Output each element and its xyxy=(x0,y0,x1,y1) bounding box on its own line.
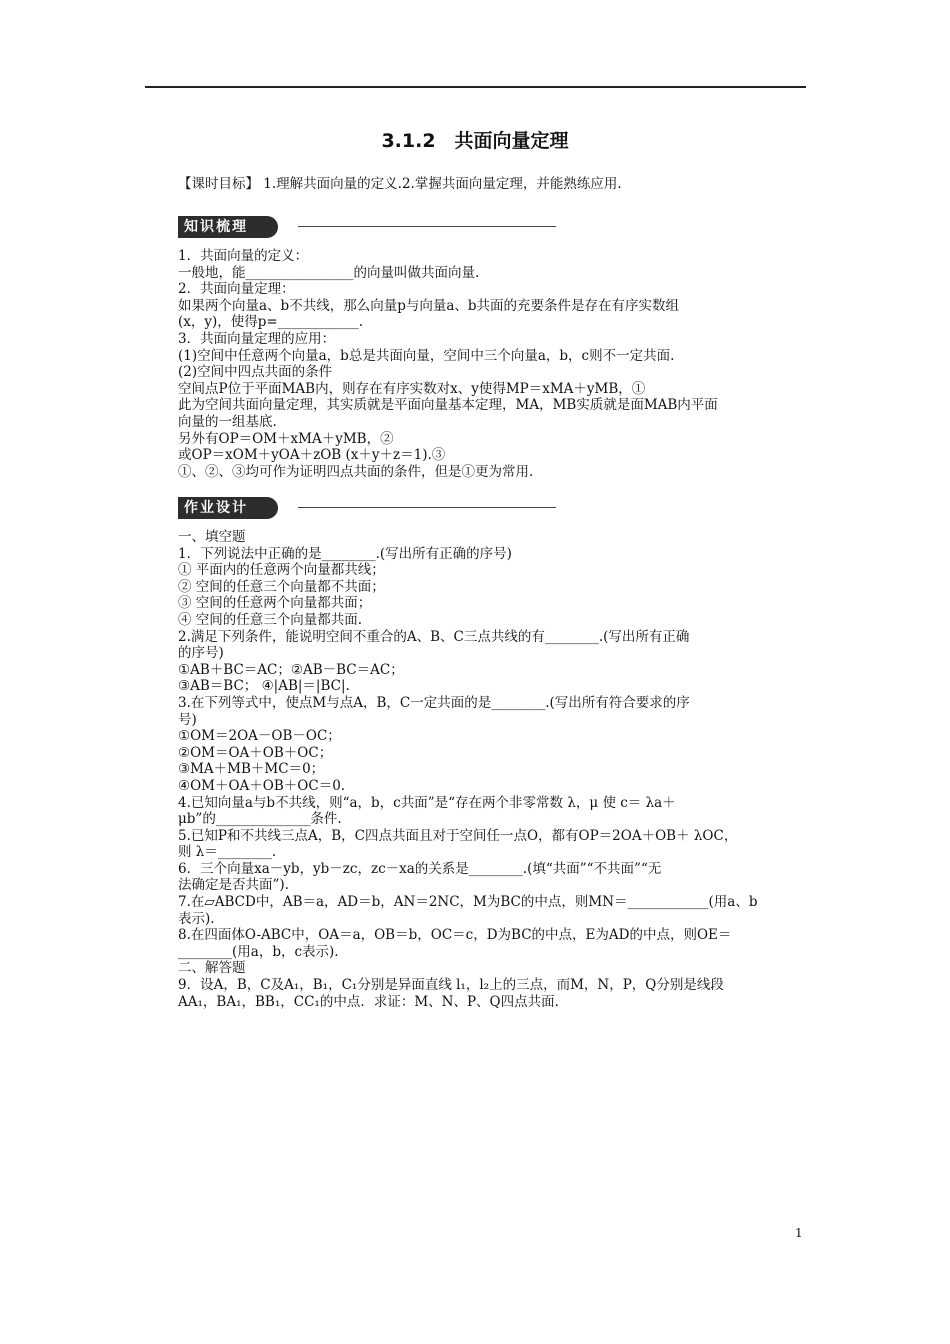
text-line: 7.在▱ABCD中，AB＝a，AD＝b，AN＝2NC，M为BC的中点，则MN＝____________(用a、b xyxy=(178,894,758,911)
text-line: ③AB＝BC； ④|AB|＝|BC|. xyxy=(178,678,350,695)
text-line: ③MA＋MB＋MC＝0； xyxy=(178,761,325,778)
text-line: 向量的一组基底. xyxy=(178,413,277,430)
section-label: 作业设计 xyxy=(178,497,278,519)
section-header-homework xyxy=(178,497,558,519)
section-label: 知识梳理 xyxy=(178,216,278,238)
knowledge-content xyxy=(178,248,810,480)
header-rule xyxy=(145,86,806,88)
page-title: 3.1.2 共面向量定理 xyxy=(381,130,569,152)
homework-content xyxy=(178,529,810,1010)
text-line: ①AB＋BC＝AC；②AB－BC＝AC； xyxy=(178,661,404,678)
text-line: 3.在下列等式中，使点M与点A，B，C一定共面的是________.(写出所有符合要求的序 xyxy=(178,694,690,711)
text-line: ④OM＋OA＋OB＋OC＝0. xyxy=(178,777,346,794)
text-line: ① 平面内的任意两个向量都共线； xyxy=(178,562,385,579)
text-line: 2．共面向量定理： xyxy=(178,281,295,298)
text-line: 此为空间共面向量定理，其实质就是平面向量基本定理，MA，MB实质就是面MAB内平面 xyxy=(178,397,718,414)
text-line: 2.满足下列条件，能说明空间不重合的A、B、C三点共线的有________.(写出所有正确 xyxy=(178,628,690,645)
text-line: AA₁，BA₁，BB₁，CC₁的中点．求证：M、N、P、Q四点共面. xyxy=(178,993,559,1010)
text-line: 3．共面向量定理的应用： xyxy=(178,330,336,347)
text-line: 如果两个向量a、b不共线，那么向量p与向量a、b共面的充要条件是存在有序实数组 xyxy=(178,297,680,314)
text-line: ②OM＝OA＋OB＋OC； xyxy=(178,744,333,761)
text-line: 1．共面向量的定义： xyxy=(178,248,309,264)
text-line: ④ 空间的任意三个向量都共面. xyxy=(178,611,363,628)
text-line: ② 空间的任意三个向量都不共面； xyxy=(178,578,385,595)
text-line: ①、②、③均可作为证明四点共面的条件，但是①更为常用. xyxy=(178,463,534,480)
circle-bullet-icon xyxy=(278,221,290,233)
text-line: 9．设A，B，C及A₁，B₁，C₁分别是异面直线 l₁，l₂上的三点，而M，N，P，Q分别是线段 xyxy=(178,977,724,994)
text-line: 空间点P位于平面MAB内，则存在有序实数对x、y使得MP＝xMA＋yMB，① xyxy=(178,380,646,397)
text-line: 的序号) xyxy=(178,645,224,662)
text-line: 法确定是否共面”). xyxy=(178,877,289,894)
text-line: 二、解答题 xyxy=(178,960,246,977)
section-rule xyxy=(298,507,556,508)
circle-bullet-icon xyxy=(278,502,290,514)
text-line: 表示). xyxy=(178,910,215,927)
text-line: μb”的______________条件. xyxy=(178,811,342,828)
text-line: 或OP＝xOM＋yOA＋zOB (x＋y＋z＝1).③ xyxy=(178,447,446,464)
text-line: 则 λ＝________. xyxy=(178,844,277,861)
text-line: 一、填空题 xyxy=(178,529,246,545)
section-rule xyxy=(298,226,556,227)
text-line: 1．下列说法中正确的是________.(写出所有正确的序号) xyxy=(178,545,512,562)
text-line: 4.已知向量a与b不共线，则“a，b，c共面”是“存在两个非零常数 λ，μ 使 c＝ λa＋ xyxy=(178,794,676,811)
text-line: 5.已知P和不共线三点A，B，C四点共面且对于空间任一点O，都有OP＝2OA＋OB＋ λOC， xyxy=(178,827,738,844)
text-line: 6．三个向量xa－yb，yb－zc，zc－xa的关系是________.(填“共面”“不共面”“无 xyxy=(178,860,662,877)
text-line: 8.在四面体O-ABC中，OA＝a，OB＝b，OC＝c，D为BC的中点，E为AD的中点，则OE＝ xyxy=(178,927,732,944)
lesson-goal: 【课时目标】 1.理解共面向量的定义.2.掌握共面向量定理，并能熟练应用. xyxy=(178,176,622,192)
text-line: ①OM＝2OA－OB－OC； xyxy=(178,728,341,745)
text-line: 另外有OP＝OM＋xMA＋yMB，② xyxy=(178,430,394,447)
text-line: ③ 空间的任意两个向量都共面； xyxy=(178,595,372,612)
text-line: (2)空间中四点共面的条件 xyxy=(178,364,333,381)
text-line: (1)空间中任意两个向量a，b总是共面向量，空间中三个向量a，b，c则不一定共面. xyxy=(178,347,675,364)
page-number: 1 xyxy=(795,1226,803,1240)
text-line: 号) xyxy=(178,711,197,728)
text-line: (x，y)，使得p=____________. xyxy=(178,314,364,331)
section-header-knowledge xyxy=(178,216,558,238)
text-line: 一般地，能________________的向量叫做共面向量. xyxy=(178,264,480,281)
text-line: ________(用a，b，c表示). xyxy=(178,943,339,960)
